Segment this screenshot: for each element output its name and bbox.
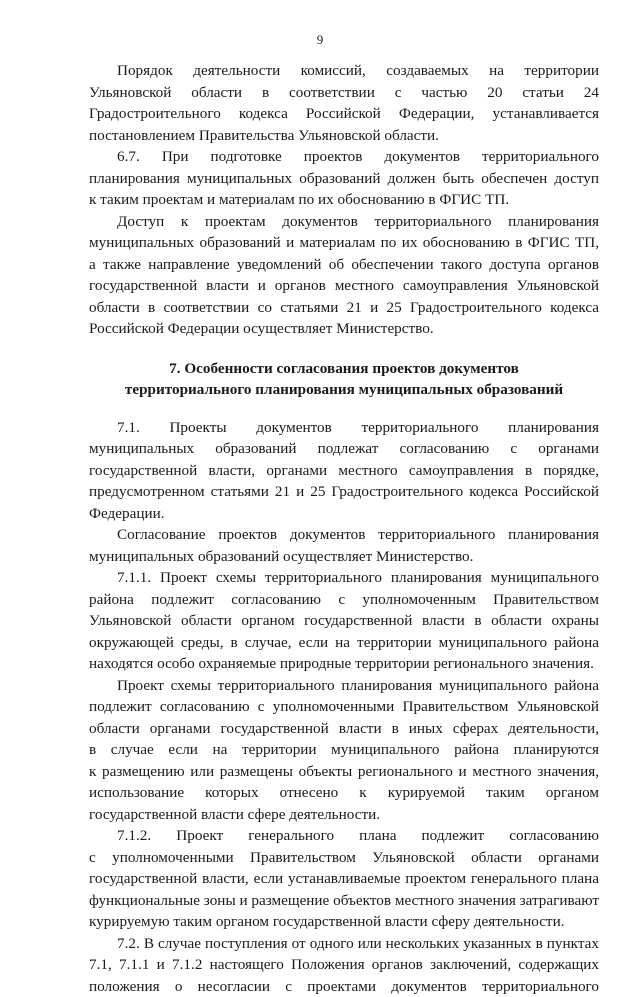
text-line: курируемую таким органом государственной власти сферу деятельности. bbox=[89, 911, 599, 933]
text-line: государственной власти сфере деятельности. bbox=[89, 804, 599, 826]
text-line: 7.1, 7.1.1 и 7.1.2 настоящего Положения органов заключений, содержащих bbox=[89, 954, 599, 976]
text-line: планирования муниципальных образований должен быть обеспечен доступ bbox=[89, 168, 599, 190]
paragraph-approval bbox=[89, 524, 599, 567]
text-line: находятся особо охраняемые природные территории регионального значения. bbox=[89, 653, 599, 675]
heading-line: территориального планирования муниципальных образований bbox=[89, 379, 599, 401]
text-line: государственной власти и органов местного самоуправления Ульяновской bbox=[89, 275, 599, 297]
text-line: Ульяновской области органом государственной власти в области охраны bbox=[89, 610, 599, 632]
document-body bbox=[89, 60, 599, 997]
text-line: использование которых отнесено к курируемой таким органом bbox=[89, 782, 599, 804]
text-line: государственной власти, если устанавливаемые проектом генерального плана bbox=[89, 868, 599, 890]
text-line: 7.2. В случае поступления от одного или нескольких указанных в пунктах bbox=[89, 933, 599, 955]
text-line: в случае если на территории муниципального района планируются bbox=[89, 739, 599, 761]
text-line: области органами государственной власти в иных сферах деятельности, bbox=[89, 718, 599, 740]
text-line: 6.7. При подготовке проектов документов территориального bbox=[89, 146, 599, 168]
paragraph-commissions bbox=[89, 60, 599, 146]
page-number: 9 bbox=[0, 32, 640, 48]
text-line: положения о несогласии с проектами документов территориального bbox=[89, 976, 599, 997]
text-line: а также направление уведомлений об обеспечении такого доступа органов bbox=[89, 254, 599, 276]
text-line: муниципальных образований подлежат согласованию с органами bbox=[89, 438, 599, 460]
text-line: Порядок деятельности комиссий, создаваемых на территории bbox=[89, 60, 599, 82]
section-heading bbox=[89, 358, 599, 401]
text-line: муниципальных образований и материалам по их обоснованию в ФГИС ТП, bbox=[89, 232, 599, 254]
paragraph-access bbox=[89, 211, 599, 340]
text-line: 7.1.1. Проект схемы территориального планирования муниципального bbox=[89, 567, 599, 589]
text-line: района подлежит согласованию с уполномоченным Правительством bbox=[89, 589, 599, 611]
text-line: Ульяновской области в соответствии с частью 20 статьи 24 bbox=[89, 82, 599, 104]
text-line: Доступ к проектам документов территориального планирования bbox=[89, 211, 599, 233]
paragraph-6-7 bbox=[89, 146, 599, 211]
text-line: государственной власти, органами местного самоуправления в порядке, bbox=[89, 460, 599, 482]
heading-line: 7. Особенности согласования проектов документов bbox=[89, 358, 599, 380]
text-line: Проект схемы территориального планирования муниципального района bbox=[89, 675, 599, 697]
text-line: 7.1. Проекты документов территориального планирования bbox=[89, 417, 599, 439]
paragraph-7-1-2 bbox=[89, 825, 599, 933]
text-line: области в соответствии со статьями 21 и 25 Градостроительного кодекса bbox=[89, 297, 599, 319]
text-line: с уполномоченными Правительством Ульяновской области органами bbox=[89, 847, 599, 869]
text-line: 7.1.2. Проект генерального плана подлежит согласованию bbox=[89, 825, 599, 847]
text-line: Федерации. bbox=[89, 503, 599, 525]
text-line: муниципальных образований осуществляет Министерство. bbox=[89, 546, 599, 568]
text-line: к таким проектам и материалам по их обоснованию в ФГИС ТП. bbox=[89, 189, 599, 211]
text-line: функциональные зоны и размещение объектов местного значения затрагивают bbox=[89, 890, 599, 912]
paragraph-7-1-1 bbox=[89, 567, 599, 675]
text-line: постановлением Правительства Ульяновской области. bbox=[89, 125, 599, 147]
text-line: Градостроительного кодекса Российской Федерации, устанавливается bbox=[89, 103, 599, 125]
paragraph-district-scheme bbox=[89, 675, 599, 826]
paragraph-7-2 bbox=[89, 933, 599, 997]
text-line: предусмотренном статьями 21 и 25 Градостроительного кодекса Российской bbox=[89, 481, 599, 503]
text-line: подлежит согласованию с уполномоченными Правительством Ульяновской bbox=[89, 696, 599, 718]
text-line: окружающей среды, в случае, если на территории муниципального района bbox=[89, 632, 599, 654]
paragraph-7-1 bbox=[89, 417, 599, 525]
text-line: Согласование проектов документов территориального планирования bbox=[89, 524, 599, 546]
text-line: к размещению или размещены объекты регионального и местного значения, bbox=[89, 761, 599, 783]
text-line: Российской Федерации осуществляет Министерство. bbox=[89, 318, 599, 340]
